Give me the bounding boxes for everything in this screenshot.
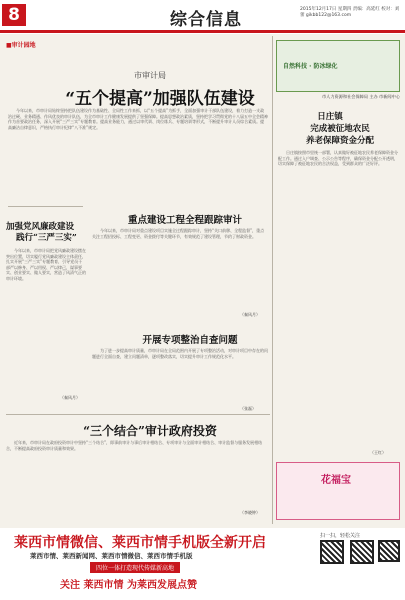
left-author: （秦风月） <box>60 395 80 400</box>
footer-closing: 关注 莱西市情 为莱西发展点赞 <box>60 580 197 591</box>
divider <box>6 414 270 415</box>
footer-slogan: 四位一体打造现代传媒新高地 <box>90 562 180 573</box>
right-author: （王红） <box>370 450 386 455</box>
project-body: 今年以来，市审计局对重点建设项目实施全过程跟踪审计，坚持“关口前移、全程监督”，重点关注工程招投标、工程变更、资金拨付等关键环节，有效规范了建设管理，节约了财政资金。 <box>92 228 265 239</box>
right-title-line2: 完成被征地农民 <box>310 124 370 134</box>
page-number: 8 <box>2 4 26 26</box>
three-body: 近年来，市审计局在政府投资审计中坚持“三个结合”，即事前审计与事后审计相结合、专项审计与全面审计相结合、审计监督与服务发展相结合，不断提高政府投资审计质量和效果。 <box>6 440 263 451</box>
right-ad-label: 自然科技 · 防冰绿化 <box>283 63 338 70</box>
footer-headline: 莱西市情微信、莱西市情手机版全新开启 <box>14 535 266 551</box>
right-body: 日庄镇按照市里统一部署，认真做好被征地农民养老保障资金分配工作。通过入户调查、公示公告等程序，确保资金分配公开透明，切实保障了被征地农民的合法权益，受到群众的广泛好评。 <box>278 150 398 167</box>
header-info: 2015年12月17日 星期四 责编：高延红 校对：刘蕾 gikbb122@163.com <box>300 7 400 18</box>
qr-code[interactable] <box>320 540 344 564</box>
footer-channels: 莱西市情、莱西新闻网、莱西市情微信、莱西市情手机版 <box>30 552 193 560</box>
right-ad-image <box>276 40 400 92</box>
right-ad-sub: 市人力资源和社会保障局 主办 市新闻中心 <box>321 94 400 99</box>
right-title-line1: 日庄镇 <box>317 112 343 122</box>
section-title: 综合信息 <box>170 10 242 30</box>
main-title: “五个提高”加强队伍建设 <box>65 89 255 109</box>
header-rule <box>0 30 405 33</box>
special-body: 为了进一步提高审计质量，市审计局在全局范围内开展了专项整治活动，对审计项目中存在的问题进行全面自查，建立问题清单，逐项整改落实，切实提升审计工作规范化水平。 <box>92 348 268 359</box>
left-title-line2: 践行“三严三实” <box>16 233 77 243</box>
qr-code[interactable] <box>350 540 374 564</box>
special-author: （张磊） <box>240 406 256 411</box>
special-title: 开展专项整治自查问题 <box>142 335 238 346</box>
main-kicker: 市审计局 <box>134 71 166 80</box>
three-author: （李晓钟） <box>240 510 260 515</box>
flower-ad <box>276 462 400 520</box>
column-divider <box>272 36 273 524</box>
qr-caption: 扫一扫，轻松关注 <box>320 533 361 539</box>
left-title-line1: 加强党风廉政建设 <box>6 222 75 232</box>
right-title-line3: 养老保障资金分配 <box>305 136 374 146</box>
main-body: 今年以来，市审计局始终坚持把队伍建设作为基础性、全局性工作来抓，以“五个提高”为抓手，全面加强审计干部队伍建设，着力打造一支政治过硬、业务精通、作风优良的审计队伍，为全市审计工作健康发展提供了坚强保障。提高思想政治素质，坚持把学习贯彻党的十八届五中全会精神作为首要政治任务，深入开展“三严三实”专题教育。提高业务能力，通过以审代训、岗位练兵、专题培训等形式，不断提升审计人员综合素质。提高廉洁自律意识，严格执行审计纪律“八不准”规定。 <box>8 108 268 130</box>
left-body: 今年以来，市审计局把党风廉政建设摆在突出位置，切实履行党风廉政建设主体责任，扎实开展“三严三实”专题教育，引导党员干部严以修身、严以用权、严以律己，谋事要实、创业要实、做人要实，营造了风清气正的审计环境。 <box>6 248 86 281</box>
page-header <box>0 0 405 34</box>
flower-ad-label: 花福宝 <box>321 475 351 486</box>
project-title: 重点建设工程全程跟踪审计 <box>127 215 242 226</box>
section-label: ■审计园地 <box>6 42 36 49</box>
qr-code[interactable] <box>378 540 400 562</box>
project-author: （秦风月） <box>240 312 260 317</box>
divider <box>8 206 83 207</box>
three-title: “三个结合”审计政府投资 <box>83 424 217 438</box>
